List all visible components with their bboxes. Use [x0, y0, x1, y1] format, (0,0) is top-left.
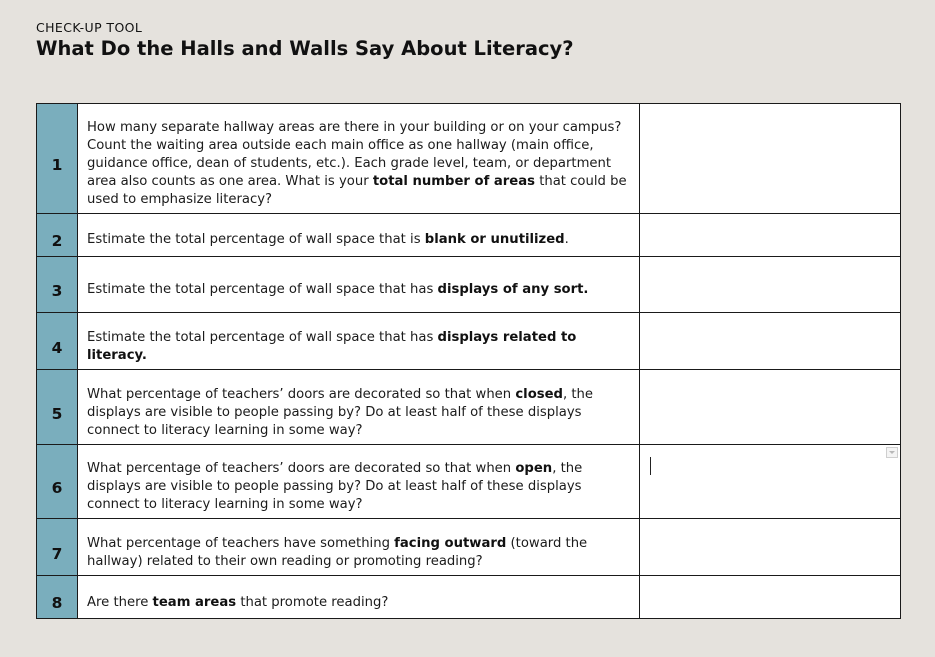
answer-field[interactable] [640, 370, 901, 445]
row-number: 6 [51, 479, 63, 497]
question-text-post: , the displays are visible to people passing by? Do at least half of these displays connect to literacy learning in some way? [87, 461, 583, 512]
question-text [87, 524, 630, 571]
question-cell [78, 370, 640, 445]
question-text [87, 449, 630, 514]
table-row [37, 576, 901, 619]
row-number-cell [37, 257, 78, 313]
question-text-pre: Are there [87, 594, 153, 610]
question-text [87, 270, 630, 299]
table-row [37, 313, 901, 370]
question-text-bold: displays of any sort. [437, 282, 589, 297]
question-text [87, 109, 630, 209]
question-cell [78, 257, 640, 313]
question-text-bold: blank or unutilized [424, 232, 565, 247]
question-text-post: that promote reading? [236, 594, 389, 610]
text-cursor [650, 457, 651, 475]
row-number-cell [37, 576, 78, 619]
answer-field[interactable] [640, 214, 901, 257]
row-number: 8 [51, 594, 63, 612]
table-row [37, 370, 901, 445]
checkup-table [36, 103, 901, 619]
question-text-bold: displays related to literacy. [87, 329, 577, 363]
question-text-pre: How many separate hallway areas are there in your building or on your campus? Count the waiting area outside each main office as one hallway (main office, guidance office, dean of students, etc.). Each grade level, team, or department area also counts as one area. What is your [87, 119, 622, 189]
answer-field[interactable] [640, 313, 901, 370]
question-cell [78, 576, 640, 619]
row-number: 5 [51, 404, 63, 423]
row-number: 7 [51, 544, 63, 563]
row-number-cell [37, 370, 78, 445]
row-number: 4 [51, 338, 63, 357]
question-cell [78, 104, 640, 214]
table-row [37, 445, 901, 519]
question-cell [78, 214, 640, 257]
question-text-pre: Estimate the total percentage of wall space that has [87, 282, 438, 297]
table-row [37, 214, 901, 257]
dropdown-arrow-icon[interactable] [886, 447, 898, 458]
table-row [37, 257, 901, 313]
row-number: 1 [51, 155, 63, 174]
question-text-post: (toward the hallway) related to their own reading or promoting reading? [87, 535, 588, 569]
row-number-cell [37, 104, 78, 214]
question-text-pre: Estimate the total percentage of wall space that has [87, 329, 438, 345]
section-kicker: CHECK-UP TOOL [36, 20, 143, 35]
question-text-pre: Estimate the total percentage of wall space that is [87, 232, 425, 247]
question-text-bold: facing outward [394, 535, 507, 551]
page-title: What Do the Halls and Walls Say About Literacy? [36, 37, 574, 60]
question-text-pre: What percentage of teachers’ doors are decorated so that when [87, 386, 516, 402]
question-text-pre: What percentage of teachers’ doors are decorated so that when [87, 461, 516, 476]
question-text-post: , the displays are visible to people passing by? Do at least half of these displays connect to literacy learning in some way? [87, 386, 594, 438]
question-text-bold: total number of areas [372, 173, 535, 189]
answer-field[interactable] [640, 576, 901, 619]
question-text-bold: closed [515, 386, 563, 402]
question-text-bold: open [515, 461, 553, 476]
row-number-cell [37, 519, 78, 576]
question-text [87, 318, 630, 365]
answer-field[interactable] [640, 519, 901, 576]
answer-field[interactable] [640, 257, 901, 313]
row-number-cell [37, 445, 78, 519]
row-number-cell [37, 214, 78, 257]
table-row [37, 519, 901, 576]
question-text-pre: What percentage of teachers have something [87, 535, 395, 551]
question-cell [78, 519, 640, 576]
row-number-cell [37, 313, 78, 370]
row-number: 2 [51, 232, 63, 250]
answer-field-active[interactable] [640, 445, 901, 519]
question-cell [78, 445, 640, 519]
table-row [37, 104, 901, 214]
question-text [87, 221, 630, 249]
question-text [87, 375, 630, 440]
question-text [87, 583, 630, 612]
row-number: 3 [51, 281, 63, 300]
answer-field[interactable] [640, 104, 901, 214]
question-text-bold: team areas [152, 594, 237, 610]
question-text-post: that could be used to emphasize literacy? [87, 173, 627, 207]
question-cell [78, 313, 640, 370]
question-text-post: . [564, 232, 569, 247]
